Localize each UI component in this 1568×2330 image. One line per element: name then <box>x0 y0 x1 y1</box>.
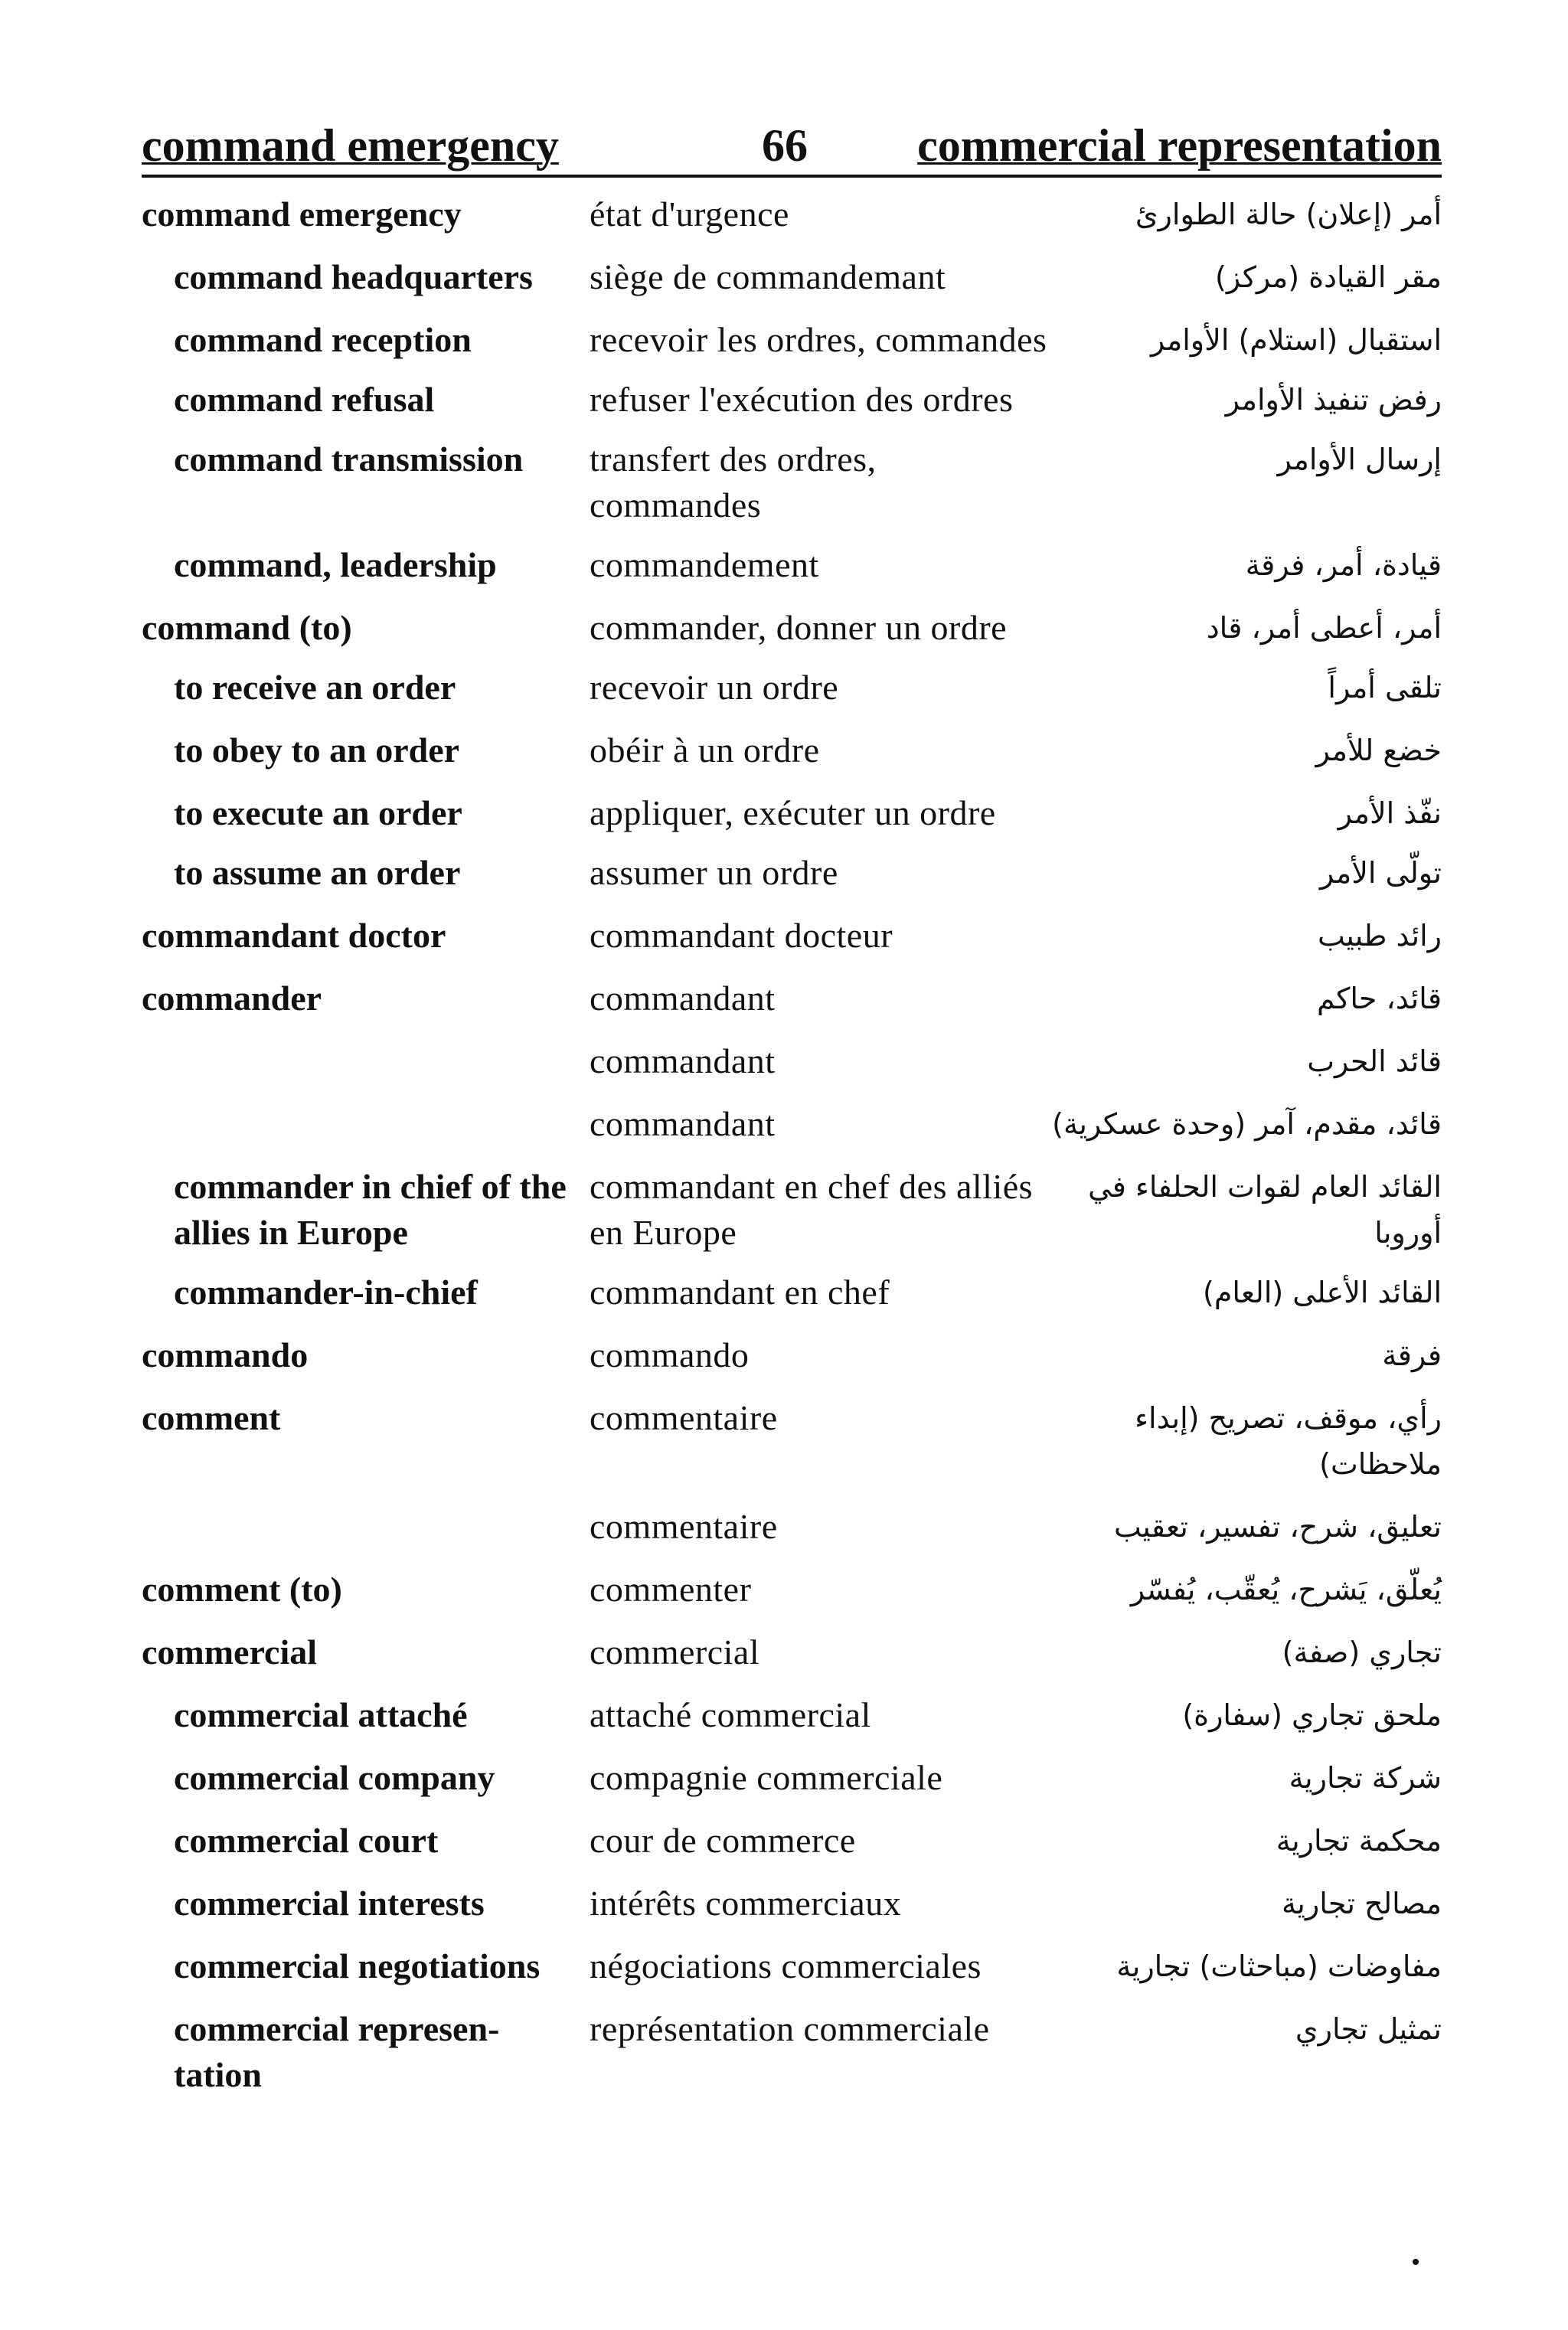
english-term: commercial <box>142 1632 318 1672</box>
entry-row <box>142 542 1442 588</box>
page-dot-mark <box>1413 2259 1419 2265</box>
french-term: recevoir les ordres, commandes <box>590 320 1047 359</box>
arabic-term: ملحق تجاري (سفارة) <box>1182 1698 1442 1732</box>
english-term: commando <box>142 1335 309 1374</box>
french-term: commandant <box>590 979 776 1018</box>
entry-row <box>142 1270 1442 1315</box>
entry-row <box>142 317 1442 363</box>
entry-row <box>142 254 1442 300</box>
french-term: obéir à un ordre <box>590 730 820 770</box>
english-term: to assume an order <box>174 853 461 892</box>
english-term: to execute an order <box>174 793 462 832</box>
entry-row <box>142 1164 1442 1256</box>
french-term: état d'urgence <box>590 194 789 234</box>
english-term: commandant doctor <box>142 916 446 955</box>
english-term: command headquarters <box>174 257 533 296</box>
english-term: commercial company <box>174 1758 495 1797</box>
arabic-term: فرقة <box>1382 1338 1442 1372</box>
english-term: to receive an order <box>174 668 456 707</box>
french-term: négociations commerciales <box>590 1946 982 1985</box>
entry-row <box>142 790 1442 836</box>
arabic-term: محكمة تجارية <box>1276 1824 1442 1858</box>
french-term: commandant <box>590 1041 776 1080</box>
arabic-term: رأي، موقف، تصريح (إبداء ملاحظات) <box>1135 1401 1442 1481</box>
entry-row <box>142 1755 1442 1801</box>
english-term <box>142 1504 590 1550</box>
arabic-term: قائد الحرب <box>1307 1044 1442 1078</box>
arabic-term: تولّى الأمر <box>1319 856 1442 890</box>
arabic-term: تمثيل تجاري <box>1295 2012 1442 2046</box>
english-term <box>142 1101 590 1147</box>
french-term: intérêts commerciaux <box>590 1884 902 1923</box>
entry-row <box>142 913 1442 959</box>
entry-list <box>0 191 1568 2098</box>
entry-row <box>142 605 1442 651</box>
french-term: compagnie commerciale <box>590 1758 943 1797</box>
arabic-term: رائد طبيب <box>1317 919 1442 953</box>
arabic-term: القائد العام لقوات الحلفاء في أوروبا <box>1088 1170 1442 1250</box>
french-term: recevoir un ordre <box>590 668 839 707</box>
arabic-term: إرسال الأوامر <box>1277 443 1442 476</box>
french-term: commenter <box>590 1570 752 1609</box>
english-term: command emergency <box>142 194 462 234</box>
french-term: commandant <box>590 1104 776 1143</box>
french-term: transfert des ordres, commandes <box>590 440 877 524</box>
entry-row <box>142 1692 1442 1738</box>
french-term: commentaire <box>590 1398 778 1437</box>
english-term: command reception <box>174 320 472 359</box>
arabic-term: مصالح تجارية <box>1281 1887 1442 1920</box>
entry-row <box>142 1332 1442 1378</box>
english-term: commander <box>142 979 322 1018</box>
french-term: représentation commerciale <box>590 2009 990 2048</box>
arabic-term: خضع للأمر <box>1315 734 1442 767</box>
entry-row <box>142 975 1442 1021</box>
french-term: assumer un ordre <box>590 853 838 892</box>
english-term: commercial interests <box>174 1884 485 1923</box>
arabic-term: قيادة، أمر، فرقة <box>1245 548 1442 582</box>
arabic-term: تلقى أمراً <box>1328 671 1442 704</box>
arabic-term: يُعلّق، يَشرح، يُعقّب، يُفسّر <box>1130 1573 1442 1606</box>
entry-row <box>142 1395 1442 1487</box>
arabic-term: أمر (إعلان) حالة الطوارئ <box>1135 198 1442 231</box>
french-term: commando <box>590 1335 750 1374</box>
entry-row <box>142 665 1442 711</box>
english-term: commercial represen- tation <box>174 2009 500 2094</box>
french-term: siège de commandemant <box>590 257 946 296</box>
entry-row <box>142 436 1442 528</box>
english-term: commercial negotiations <box>174 1946 541 1985</box>
english-term: commercial court <box>174 1821 439 1860</box>
french-term: attaché commercial <box>590 1695 871 1734</box>
english-term: commercial attaché <box>174 1695 468 1734</box>
english-term: command (to) <box>142 608 352 647</box>
entry-row <box>142 1567 1442 1613</box>
english-term <box>142 1038 590 1084</box>
english-term: command transmission <box>174 440 524 479</box>
french-term: appliquer, exécuter un ordre <box>590 793 996 832</box>
french-term: commentaire <box>590 1507 778 1546</box>
english-term: to obey to an order <box>174 730 460 770</box>
arabic-term: قائد، مقدم، آمر (وحدة عسكرية) <box>1052 1107 1442 1141</box>
arabic-term: استقبال (استلام) الأوامر <box>1150 323 1442 357</box>
arabic-term: مقر القيادة (مركز) <box>1215 260 1442 294</box>
arabic-term: رفض تنفيذ الأوامر <box>1225 383 1442 417</box>
entry-row <box>142 1038 1442 1084</box>
arabic-term: قائد، حاكم <box>1316 982 1442 1015</box>
page-number: 66 <box>762 120 808 171</box>
header-first-entry: command emergency <box>142 120 559 171</box>
entry-row <box>142 1101 1442 1147</box>
arabic-term: شركة تجارية <box>1289 1761 1442 1795</box>
page-header <box>142 116 1442 178</box>
french-term: commander, donner un ordre <box>590 608 1008 647</box>
french-term: refuser l'exécution des ordres <box>590 380 1014 419</box>
arabic-term: القائد الأعلى (العام) <box>1203 1276 1442 1309</box>
english-term: commander in chief of the allies in Europe <box>174 1167 567 1252</box>
french-term: commandant en chef des alliés en Europe <box>590 1167 1034 1252</box>
english-term: command, leadership <box>174 545 497 584</box>
french-term: commandant en chef <box>590 1273 890 1312</box>
entry-row <box>142 1504 1442 1550</box>
entry-row <box>142 1881 1442 1926</box>
entry-row <box>142 2006 1442 2098</box>
french-term: commandant docteur <box>590 916 893 955</box>
english-term: comment (to) <box>142 1570 342 1609</box>
english-term: command refusal <box>174 380 435 419</box>
arabic-term: مفاوضات (مباحثات) تجارية <box>1116 1949 1442 1983</box>
entry-row <box>142 1818 1442 1864</box>
arabic-term: تعليق، شرح، تفسير، تعقيب <box>1113 1510 1442 1544</box>
french-term: commercial <box>590 1632 760 1672</box>
french-term: commandement <box>590 545 819 584</box>
arabic-term: أمر، أعطى أمر، قاد <box>1206 611 1442 645</box>
english-term: comment <box>142 1398 281 1437</box>
entry-row <box>142 191 1442 237</box>
english-term: commander-in-chief <box>174 1273 478 1312</box>
entry-row <box>142 850 1442 896</box>
french-term: cour de commerce <box>590 1821 856 1860</box>
entry-row <box>142 377 1442 423</box>
arabic-term: تجاري (صفة) <box>1282 1636 1442 1669</box>
header-last-entry: commercial representation <box>917 120 1442 171</box>
entry-row <box>142 1629 1442 1675</box>
arabic-term: نفّذ الأمر <box>1338 796 1442 830</box>
entry-row <box>142 727 1442 773</box>
entry-row <box>142 1943 1442 1989</box>
